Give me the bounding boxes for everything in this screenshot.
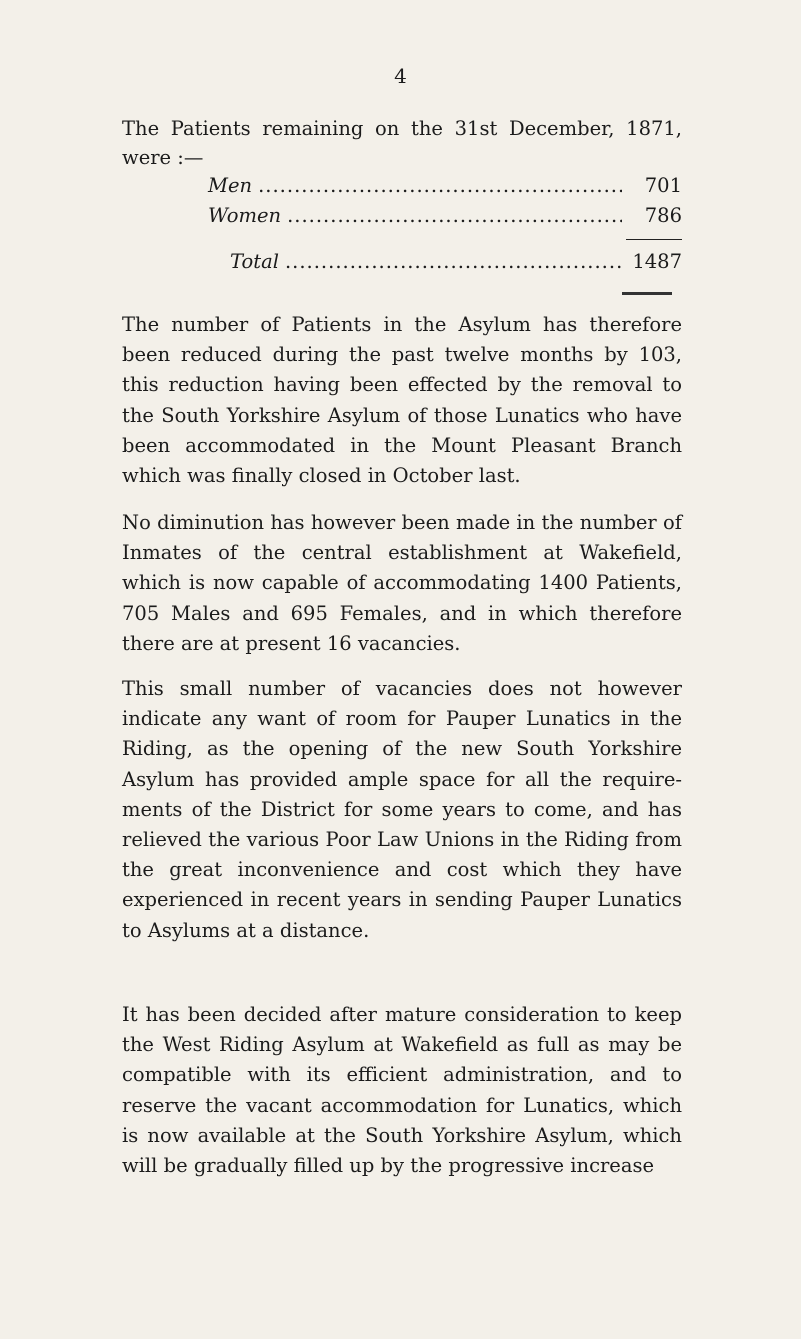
- women-value: 786: [644, 204, 682, 227]
- intro-line-2: were :—: [122, 146, 204, 169]
- leader-dots: [258, 174, 622, 197]
- census-men-row: [208, 174, 682, 203]
- paragraph-1: The number of Patients in the Asylum has therefore been reduced during the past twelve months by 103, this reduction having been effected by the removal to the South Yorkshire Asylum of those Lunatics who have been accommodated in the Mount Pleasant Branch which was finally closed in October last.: [122, 313, 682, 488]
- paragraph-2: No diminution has however been made in the number of Inmates of the central establishment at Wakefield, which is now capable of accommodating 1400 Patients, 705 Males and 695 Females, and in which therefore there are at present 16 vacancies.: [122, 511, 682, 655]
- men-value: 701: [644, 174, 682, 197]
- women-label: Women: [208, 204, 282, 227]
- intro-text: [122, 114, 682, 172]
- total-label: Total: [230, 250, 279, 273]
- census-women-row: [208, 204, 682, 233]
- leader-dots: [287, 204, 622, 227]
- page-number: 4: [394, 64, 407, 88]
- sum-rule: [626, 239, 682, 240]
- leader-dots: [285, 250, 622, 273]
- paragraph-3: This small number of vacancies does not however indicate any want of room for Pauper Lunatics in the Riding, as the opening of the new South Yorkshire Asylum has provided ample space for all the require- ments of the District for some years to come, and has relieved the various Poor Law Unions in the Riding from the great inconvenience and cost which they have experienced in recent years in sending Pauper Lunatics to Asylums at a distance.: [122, 677, 682, 942]
- men-label: Men: [208, 174, 253, 197]
- paragraph-4: It has been decided after mature consideration to keep the West Riding Asylum at Wakefield as full as may be compatible with its efficient administration, and to reserve the vacant accommodation for Lunatics, which is now available at the South Yorkshire Asylum, which will be gradually filled up by the progressive increase: [122, 1003, 682, 1178]
- census-total-row: [208, 250, 682, 279]
- intro-line-1: The Patients remaining on the 31st December, 1871,: [122, 117, 682, 140]
- total-value: 1487: [632, 250, 682, 273]
- section-divider: [622, 292, 672, 295]
